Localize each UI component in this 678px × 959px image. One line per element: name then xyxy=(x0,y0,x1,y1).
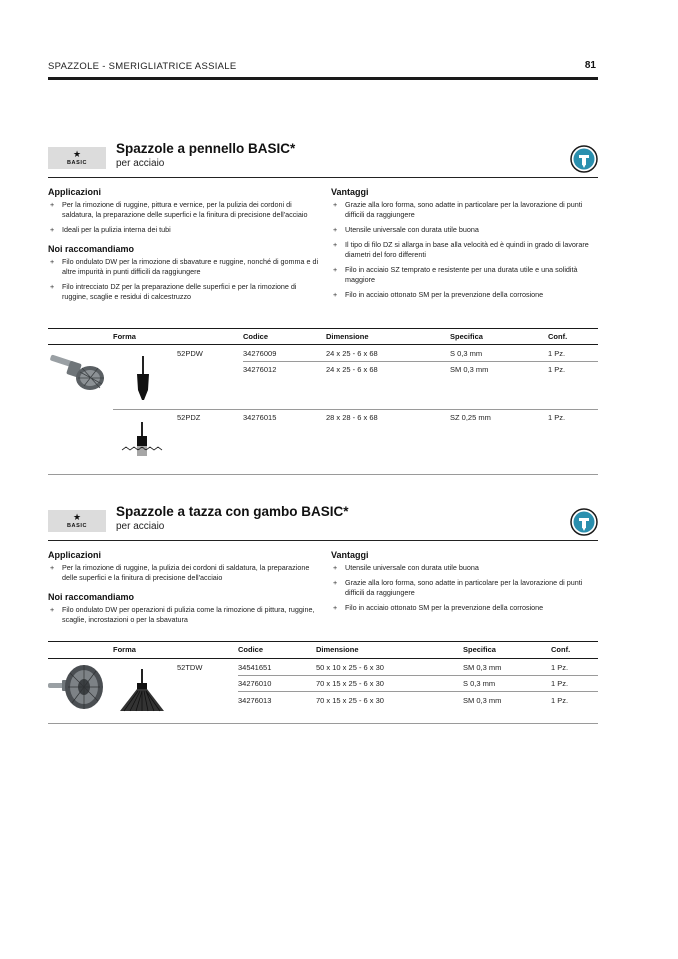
table-header-rule xyxy=(48,658,598,659)
row-rule xyxy=(243,361,598,362)
list-item: + Per la rimozione di ruggine, pittura e vernice, per la pulizia dei cordoni di saldatura, la preparazione delle superfici e la finitura di precisione dell'acciaio xyxy=(48,200,323,220)
table-header-rule xyxy=(48,344,598,345)
list-item: + Per la rimozione di ruggine, la pulizia dei cordoni di saldatura, la preparazione delle superfici e la finitura di precisione dell'acciaio xyxy=(48,563,323,583)
codice-cell: 34276013 xyxy=(238,696,272,705)
codice-cell: 34276009 xyxy=(243,349,277,358)
section-title: Spazzole a tazza con gambo BASIC* xyxy=(116,504,349,519)
col-header-dimensione: Dimensione xyxy=(316,645,359,654)
row-rule xyxy=(238,675,598,676)
pencil-brush-photo xyxy=(48,346,106,396)
dimensione-cell: 70 x 15 x 25 - 6 x 30 xyxy=(316,696,384,705)
drill-tool-icon xyxy=(570,508,598,536)
section-rule xyxy=(48,540,598,541)
vantaggi-list xyxy=(331,563,598,613)
table-top-rule xyxy=(48,641,598,642)
raccomandiamo-heading: Noi raccomandiamo xyxy=(48,244,135,254)
list-item: + Filo in acciaio ottonato SM per la prevenzione della corrosione xyxy=(331,290,598,300)
col-header-specifica: Specifica xyxy=(463,645,496,654)
drill-tool-icon xyxy=(570,145,598,173)
basic-badge xyxy=(48,510,106,532)
col-header-specifica: Specifica xyxy=(450,332,483,341)
vantaggi-heading: Vantaggi xyxy=(331,187,369,197)
left-column xyxy=(48,550,323,625)
product-table xyxy=(48,641,598,725)
applicazioni-heading: Applicazioni xyxy=(48,187,102,197)
list-item: + Filo intrecciato DZ per la preparazione delle superfici e per la rimozione di ruggine, scaglie e residui di calcestruzzo xyxy=(48,282,323,302)
col-header-conf: Conf. xyxy=(551,645,571,654)
section-title: Spazzole a pennello BASIC* xyxy=(116,141,296,156)
header-title: SPAZZOLE - SMERIGLIATRICE ASSIALE xyxy=(48,61,237,72)
left-column xyxy=(48,187,323,302)
dimensione-cell: 50 x 10 x 25 - 6 x 30 xyxy=(316,663,384,672)
raccomandiamo-list xyxy=(48,605,323,625)
specifica-cell: SM 0,3 mm xyxy=(450,365,489,374)
pencil-brush-dw-drawing xyxy=(133,356,153,402)
col-header-codice: Codice xyxy=(238,645,264,654)
codice-cell: 34276015 xyxy=(243,413,277,422)
list-item: + Filo in acciaio SZ temprato e resistente per una durata utile e una solidità maggiore xyxy=(331,265,598,285)
specifica-cell: SZ 0,25 mm xyxy=(450,413,491,422)
section-rule xyxy=(48,177,598,178)
codice-cell: 34276012 xyxy=(243,365,277,374)
product-type: 52PDZ xyxy=(177,413,201,422)
specifica-cell: S 0,3 mm xyxy=(450,349,483,358)
product-type: 52PDW xyxy=(177,349,203,358)
row-rule xyxy=(113,409,598,410)
applicazioni-list xyxy=(48,563,323,583)
list-item: + Filo ondulato DW per la rimozione di sbavature e ruggine, nonché di gomma e di altre impurità in punti difficili da raggiungere xyxy=(48,257,323,277)
conf-cell: 1 Pz. xyxy=(551,696,569,705)
basic-badge xyxy=(48,147,106,169)
conf-cell: 1 Pz. xyxy=(548,413,566,422)
raccomandiamo-heading: Noi raccomandiamo xyxy=(48,592,135,602)
star-icon: ★ xyxy=(72,149,82,159)
cup-brush-drawing xyxy=(118,669,166,715)
specifica-cell: S 0,3 mm xyxy=(463,679,496,688)
right-column xyxy=(331,187,598,300)
badge-label: BASIC xyxy=(66,523,88,529)
col-header-codice: Codice xyxy=(243,332,269,341)
list-item: + Utensile universale con durata utile buona xyxy=(331,225,598,235)
col-header-forma: Forma xyxy=(113,645,136,654)
dimensione-cell: 28 x 28 - 6 x 68 xyxy=(326,413,378,422)
section-subtitle: per acciaio xyxy=(116,521,165,532)
product-table xyxy=(48,328,598,476)
row-rule xyxy=(238,691,598,692)
conf-cell: 1 Pz. xyxy=(551,679,569,688)
list-item: + Utensile universale con durata utile buona xyxy=(331,563,598,573)
codice-cell: 34541651 xyxy=(238,663,272,672)
table-top-rule xyxy=(48,328,598,329)
applicazioni-heading: Applicazioni xyxy=(48,550,102,560)
product-type: 52TDW xyxy=(177,663,203,672)
cup-brush-photo xyxy=(48,663,106,719)
conf-cell: 1 Pz. xyxy=(548,349,566,358)
table-bottom-rule xyxy=(48,474,598,475)
col-header-dimensione: Dimensione xyxy=(326,332,369,341)
codice-cell: 34276010 xyxy=(238,679,272,688)
section-subtitle: per acciaio xyxy=(116,158,165,169)
list-item: + Grazie alla loro forma, sono adatte in particolare per la lavorazione di punti difficili da raggiungere xyxy=(331,578,598,598)
header-rule xyxy=(48,77,598,80)
conf-cell: 1 Pz. xyxy=(548,365,566,374)
list-item: + Filo ondulato DW per operazioni di pulizia come la rimozione di pittura, ruggine, scaglie, incrostazioni o per la sbavatura xyxy=(48,605,323,625)
list-item: + Il tipo di filo DZ si allarga in base alla velocità ed è quindi in grado di lavorare diametri del foro differenti xyxy=(331,240,598,260)
table-bottom-rule xyxy=(48,723,598,724)
raccomandiamo-list xyxy=(48,257,323,302)
star-icon: ★ xyxy=(72,512,82,522)
list-item: + Filo in acciaio ottonato SM per la prevenzione della corrosione xyxy=(331,603,598,613)
right-column xyxy=(331,550,598,613)
list-item: + Ideali per la pulizia interna dei tubi xyxy=(48,225,323,235)
list-item: + Grazie alla loro forma, sono adatte in particolare per la lavorazione di punti difficili da raggiungere xyxy=(331,200,598,220)
dimensione-cell: 70 x 15 x 25 - 6 x 30 xyxy=(316,679,384,688)
page-header xyxy=(48,60,598,82)
specifica-cell: SM 0,3 mm xyxy=(463,663,502,672)
pencil-brush-dz-drawing xyxy=(120,422,164,462)
vantaggi-list xyxy=(331,200,598,300)
applicazioni-list xyxy=(48,200,323,235)
conf-cell: 1 Pz. xyxy=(551,663,569,672)
page-number: 81 xyxy=(584,60,596,71)
dimensione-cell: 24 x 25 - 6 x 68 xyxy=(326,349,378,358)
col-header-conf: Conf. xyxy=(548,332,568,341)
col-header-forma: Forma xyxy=(113,332,136,341)
dimensione-cell: 24 x 25 - 6 x 68 xyxy=(326,365,378,374)
specifica-cell: SM 0,3 mm xyxy=(463,696,502,705)
badge-label: BASIC xyxy=(66,160,88,166)
vantaggi-heading: Vantaggi xyxy=(331,550,369,560)
